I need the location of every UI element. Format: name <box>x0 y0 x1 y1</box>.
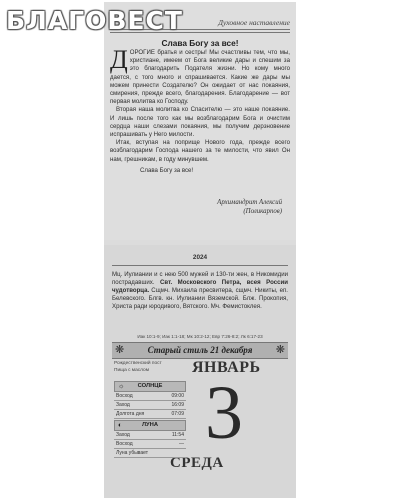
calendar-day-page <box>104 245 296 498</box>
old-style-banner <box>112 342 288 359</box>
year-label: 2024 <box>192 254 208 261</box>
sun-row: Заход 16:09 <box>116 402 184 408</box>
moon-table <box>114 420 186 458</box>
ornament-icon: ❋ <box>115 344 125 356</box>
closing-line: Слава Богу за все! <box>140 166 194 174</box>
old-style-date: Старый стиль 21 декабря <box>147 345 253 355</box>
sun-row: Долгота дня 07:09 <box>116 411 184 417</box>
moon-row: Заход 11:54 <box>116 432 184 438</box>
moon-row: Луна убывает <box>114 449 186 458</box>
article-body <box>110 45 290 175</box>
sun-icon: ☼ <box>118 383 125 390</box>
sun-table <box>114 381 186 419</box>
author-surname: (Поликарпов) <box>243 208 282 215</box>
food-rule: Пища с маслом <box>114 367 149 373</box>
ornament-icon: ❋ <box>275 344 285 356</box>
article-title: Слава Богу за все! <box>161 38 239 48</box>
saints-commemoration: Мц. Иулиании и с нею 500 мужей и 130-ти жен, в Никомидии пострадавших. Свт. Московского Петра, всея России чудотворца. Сщмч. Михаила пресвитера, сщмч. Никиты, еп. Белевского. Блгв. кн. Иулиании Вяземской. Блж. Прокопия, Христа ради юродивого, Вятского. Мч. Фемистоклея. <box>112 271 288 311</box>
section-title: Духовное наставление <box>218 18 290 27</box>
author-name: Архимандрит Алексий <box>217 199 282 206</box>
saint-highlight: Свт. Московского Петра, всея России чудотворца. <box>112 279 288 295</box>
article-paragraph: ДОРОГИЕ братья и сестры! Мы счастливы тем, что мы, христиане, имеем от Бога великие дары и спешим за это благодарить Подателя жизни. Но кому много дается, с того много и спрашивается. Какие же дары мы можем принести Создателю? Он ожидает от нас покаяния, смирения, прежде всего, благодарения. Благодарение — вот первая молитва ко Господу. <box>110 45 290 106</box>
spiritual-guidance-page <box>104 2 296 240</box>
article-paragraph: Итак, вступая на поприще Нового года, прежде всего возблагодарим Господа нашего за те милости, что явил Он нам, грешникам, в году минувшем. <box>110 139 290 163</box>
calendar-sheet <box>104 2 296 498</box>
fast-period: Рождественский пост <box>114 361 162 366</box>
sun-header: ☼ СОЛНЦЕ <box>114 381 186 392</box>
dropcap: Д <box>110 45 128 74</box>
divider <box>112 265 288 266</box>
fast-info <box>114 361 184 374</box>
site-watermark: БЛАГОВЕСТ <box>6 6 183 35</box>
scripture-readings: Иак 10:1-9; Иак 1:1-18; Мк 10:2-12; Евр 7:26-8:2; Лк 6:17-23 <box>137 334 263 339</box>
moon-icon: ◐ <box>118 422 123 429</box>
author-signature <box>182 198 282 216</box>
sun-row: Восход 09:00 <box>116 393 184 399</box>
moon-row: Восход — <box>116 441 184 447</box>
day-number: 3 <box>205 371 243 455</box>
weekday-name: СРЕДА <box>170 455 224 471</box>
month-name: ЯНВАРЬ <box>192 359 261 376</box>
moon-header: ◐ ЛУНА <box>114 420 186 431</box>
article-paragraph: Вторая наша молитва ко Спасителю — это наше покаяние. И лишь после того как мы возблагодарим Бога и очистим сердца наши слезами покаяния, мы получим дерзновение испрашивать у Него милости. <box>110 106 290 139</box>
